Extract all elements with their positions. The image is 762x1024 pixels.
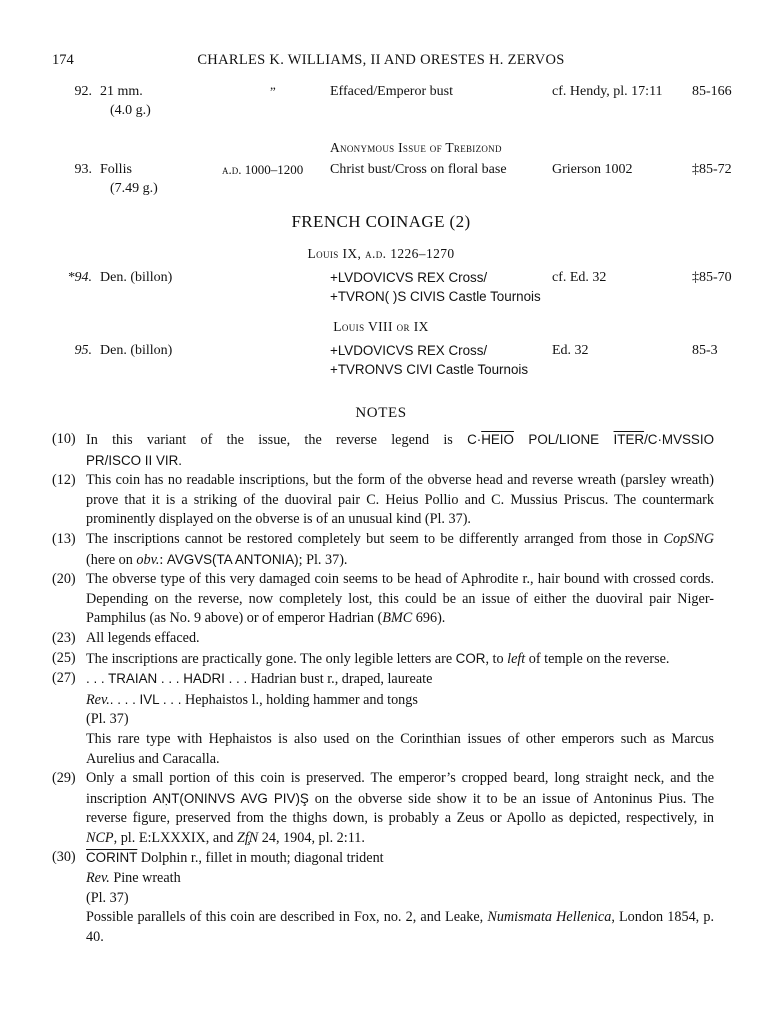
- note-italic-fragment: Rev.: [86, 691, 110, 708]
- entry-weight: (4.0 g.): [110, 103, 151, 118]
- note-sans-fragment: . . . . IVL . . .: [109, 691, 182, 707]
- entry-description-line2: +TVRONVS CIVI Castle Tournois: [330, 362, 529, 377]
- entry-reference: cf. Hendy, pl. 17:11: [552, 84, 663, 99]
- notes-heading: NOTES: [355, 405, 407, 421]
- note-sans-fragment: . . . TRAIAN . . . HADRI . . .: [86, 671, 248, 687]
- note-text-line2: [86, 690, 714, 711]
- entry-description-line1: +LVDOVICVS REX Cross/: [330, 270, 488, 285]
- note-italic-fragment: BMC: [382, 610, 413, 627]
- note-italic-fragment: Numismata Hellenica: [487, 909, 612, 926]
- note-item: [52, 530, 714, 570]
- note-italic-fragment: left: [507, 650, 526, 667]
- entry-description: Christ bust/Cross on floral base: [330, 162, 507, 177]
- note-label: (30): [52, 849, 76, 866]
- note-text-fragment: The obverse type of this very damaged coin seems to be head of Aphrodite r., hair bound with crossed cords. Depending on the reverse, now completely lost, this could be an issue of either the duoviral pair Niger-Pamphilus (as No. 9 above) or of emperor Hadrian (: [86, 571, 714, 627]
- entry-denomination: Follis: [100, 162, 132, 177]
- note-item: [52, 669, 714, 769]
- entry-reference: cf. Ed. 32: [552, 270, 607, 285]
- entry-date-prefix: a.d.: [222, 162, 242, 177]
- note-overline-fragment: CORINT: [86, 850, 138, 866]
- entry-reference: Grierson 1002: [552, 162, 633, 177]
- entry-number: 92.: [74, 84, 92, 99]
- entry-denomination: Den. (billon): [100, 270, 173, 285]
- note-label: (10): [52, 431, 76, 447]
- note-italic-fragment: Rev.: [86, 870, 110, 887]
- group-heading: Louis VIII or IX: [333, 319, 429, 334]
- entry-denomination: Den. (billon): [100, 343, 173, 358]
- note-text-line3: (Pl. 37): [86, 711, 129, 728]
- note-text-fragment: , pl. E:LXXXIX, and: [113, 829, 237, 846]
- note-text-fragment: 696).: [412, 610, 446, 627]
- entry-inventory: ‡85-70: [692, 270, 732, 285]
- note-text-line3: (Pl. 37): [86, 889, 129, 906]
- note-sans-fragment: POL/LIONE: [513, 432, 614, 447]
- note-italic-fragment: NCP: [86, 829, 114, 846]
- note-text-line1: [86, 848, 714, 869]
- note-text-fragment: Hephaistos l., holding hammer and tongs: [181, 691, 418, 708]
- note-text-fragment: Hadrian bust r., draped, laureate: [247, 671, 433, 688]
- note-text-line2: [86, 451, 714, 472]
- note-text-fragment: on the obverse side show it to be an issue of Antoninus Pius. The reverse figure, preserved from the thighs down, is probably a Zeus or Apollo as depicted, respectively, in: [86, 790, 714, 827]
- note-text: [86, 649, 714, 670]
- note-italic-fragment: obv.: [136, 551, 160, 568]
- note-text-fragment: In this variant of the issue, the reverse legend is: [86, 432, 468, 448]
- note-text-fragment: The inscriptions are practically gone. The only legible letters are: [86, 650, 456, 667]
- note-text: [86, 570, 714, 629]
- note-text-line4: This rare type with Hephaistos is also used on the Corinthian issues of other emperors such as Marcus Aurelius and Caracalla.: [86, 730, 714, 767]
- subheading-anonymous-trebizond: Anonymous Issue of Trebizond: [330, 140, 502, 155]
- note-label: (27): [52, 670, 76, 687]
- entry-description-line1: +LVDOVICVS REX Cross/: [330, 343, 488, 358]
- note-sans-fragment: /C·MVSSIO: [644, 432, 714, 447]
- note-sans-fragment: COR: [455, 650, 486, 666]
- note-italic-fragment: Zf̧N: [236, 829, 259, 846]
- note-italic-fragment: CopSNG: [663, 530, 714, 547]
- running-title: CHARLES K. WILLIAMS, II AND ORESTES H. ZERVOS: [197, 52, 565, 68]
- note-label: (25): [52, 649, 76, 666]
- note-text: This coin has no readable inscriptions, but the form of the obverse head and reverse wreath (parsley wreath) prove that it is a striking of the duoviral pair C. Heius Pollio and C. Mussius Priscus. The countermark prominently displayed on the obverse is of an unusual kind (Pl. 37).: [86, 472, 714, 528]
- note-item: [52, 649, 714, 670]
- section-title-french-coinage: FRENCH COINAGE (2): [291, 212, 471, 231]
- notes-list: [52, 430, 714, 947]
- note-item: [52, 570, 714, 629]
- entry-reference: Ed. 32: [552, 343, 589, 358]
- note-sans-fragment: AVGVS(TA ANTONIA): [166, 551, 299, 567]
- note-label: (23): [52, 629, 76, 646]
- note-text-fragment: The inscriptions cannot be restored completely but seem to be differently arranged from those in: [86, 530, 664, 547]
- entry-denomination: 21 mm.: [100, 84, 143, 99]
- note-text: All legends effaced.: [86, 629, 200, 646]
- entry-number: 93.: [74, 162, 92, 177]
- note-sans-fragment: C·: [467, 432, 482, 447]
- entry-inventory: 85-3: [692, 343, 718, 358]
- group-heading: Louis IX, a.d. 1226–1270: [307, 246, 455, 261]
- note-text: [86, 430, 714, 451]
- entry-date-range: 1000–1200: [244, 162, 304, 177]
- catalogue-entry-93: [52, 140, 732, 200]
- note-overline-fragment: ITER: [613, 432, 645, 447]
- note-text: [86, 769, 714, 848]
- catalogue-entry-92: [52, 84, 732, 122]
- note-item: [52, 848, 714, 947]
- note-item: [52, 769, 714, 848]
- note-text-fragment: ; Pl. 37).: [298, 551, 348, 568]
- note-text-fragment: Pine wreath: [109, 870, 181, 887]
- note-label: (20): [52, 571, 76, 588]
- note-text-fragment: :: [159, 551, 167, 568]
- note-text-fragment: Possible parallels of this coin are described in Fox, no. 2, and Leake,: [86, 909, 488, 926]
- note-text-fragment: 24, 1904, pl. 2:11.: [258, 829, 365, 846]
- note-text-fragment: , to: [485, 650, 508, 667]
- note-text-fragment: Only a small portion of this coin is preserved. The emperor’s cropped beard, long straight neck, and the inscription: [86, 770, 714, 807]
- entry-inventory: ‡85-72: [692, 162, 732, 177]
- note-label: (12): [52, 472, 76, 489]
- entry-date: [222, 162, 332, 178]
- note-text-fragment: , London 1854, p. 40.: [86, 909, 714, 945]
- note-text-line4: [86, 908, 714, 947]
- note-text-line1: [86, 669, 714, 690]
- note-text-fragment: (here on: [86, 551, 137, 568]
- note-text-line2: [86, 869, 714, 889]
- note-item: [52, 430, 714, 471]
- note-label: (29): [52, 770, 76, 787]
- entry-number: 95.: [74, 343, 92, 358]
- folio-number: 174: [52, 52, 74, 68]
- entry-date: ”: [270, 84, 276, 99]
- running-head: [0, 52, 762, 72]
- note-text: [86, 530, 714, 570]
- note-sans-fragment: AṆT(ONINVS AVG PIV)Ş: [152, 790, 309, 806]
- note-text-fragment: of temple on the reverse.: [525, 650, 670, 667]
- note-label: (13): [52, 530, 76, 547]
- entry-description: Effaced/Emperor bust: [330, 84, 453, 99]
- note-item: [52, 629, 714, 649]
- entry-description-line2: +TVRON( )S CIVIS Castle Tournois: [330, 289, 541, 304]
- note-item: [52, 471, 714, 530]
- entry-inventory: 85-166: [692, 84, 732, 99]
- note-sans-fragment: PR/ISCO II VIR.: [86, 452, 182, 468]
- note-overline-fragment: HEIO: [481, 432, 514, 447]
- entry-number: *94.: [67, 270, 92, 285]
- note-text-fragment: Dolphin r., fillet in mouth; diagonal trident: [137, 850, 384, 867]
- entry-weight: (7.49 g.): [110, 181, 158, 196]
